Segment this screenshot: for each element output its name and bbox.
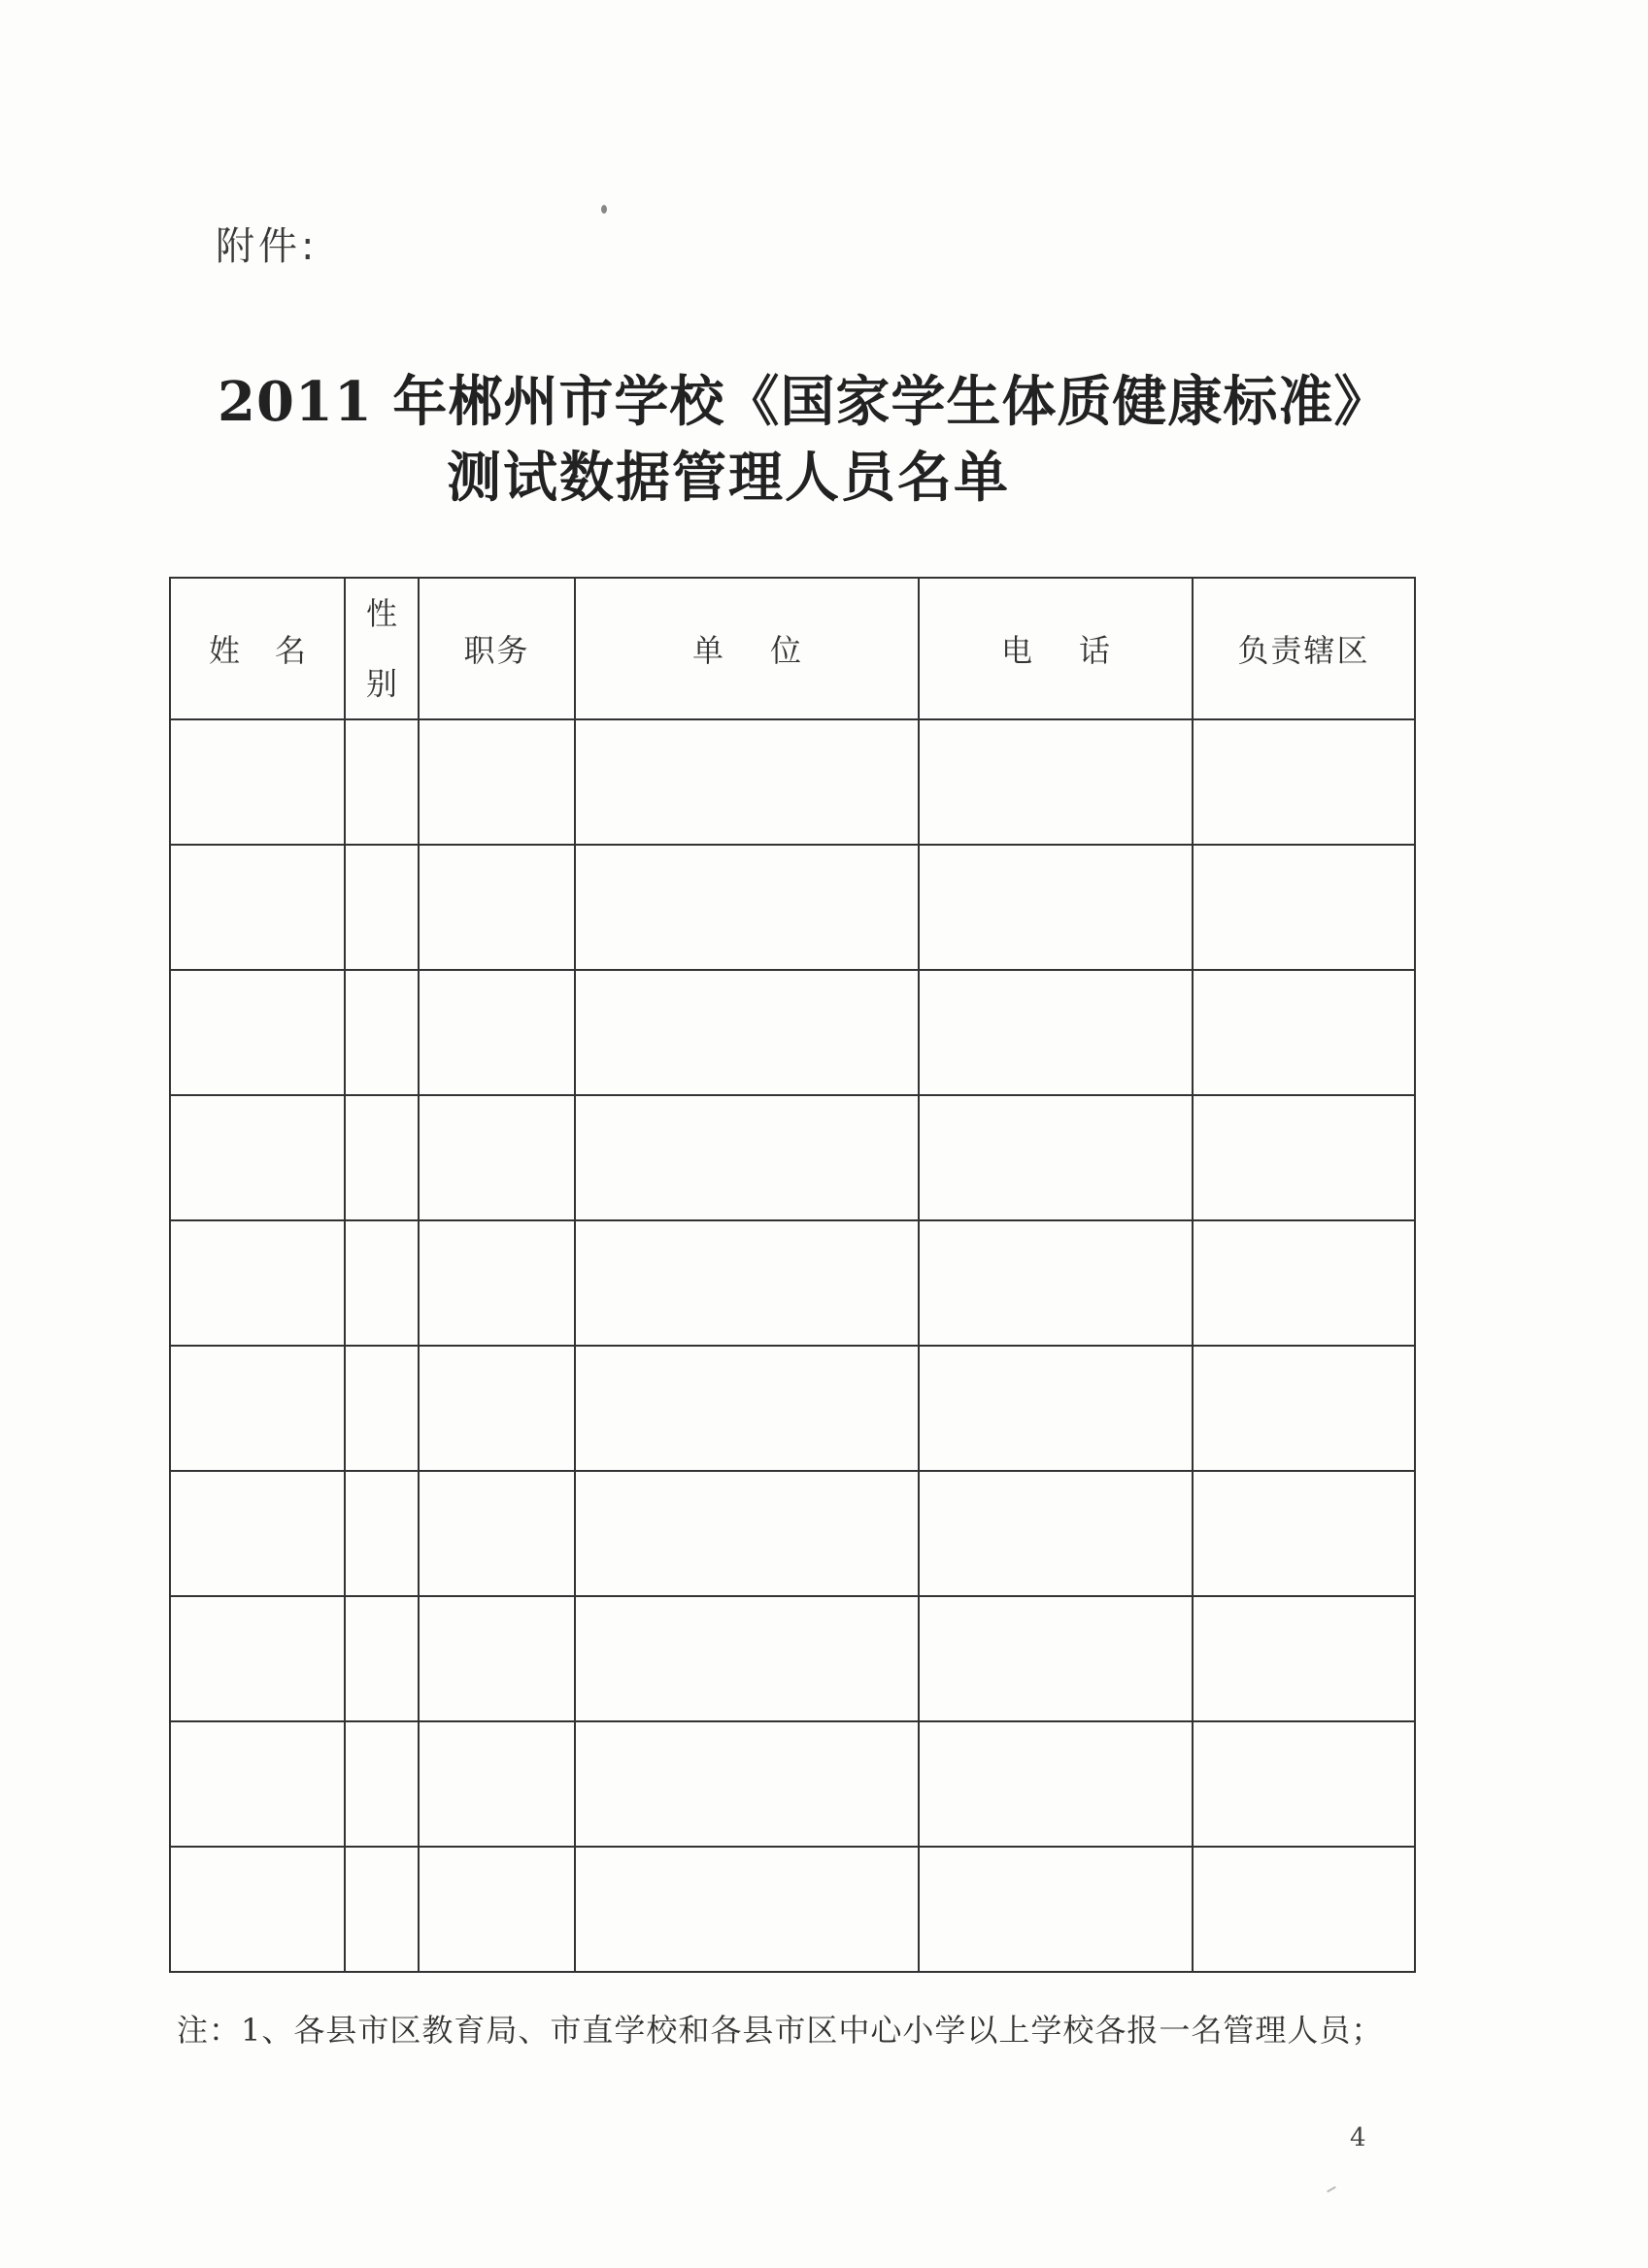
cell-unit — [575, 1095, 919, 1220]
cell-district — [1193, 845, 1415, 970]
cell-district — [1193, 1847, 1415, 1972]
cell-phone — [919, 1095, 1193, 1220]
cell-district — [1193, 970, 1415, 1095]
cell-gender — [345, 970, 419, 1095]
cell-name — [170, 1220, 345, 1346]
header-position: 职务 — [419, 578, 575, 719]
roster-body — [170, 719, 1415, 1972]
cell-name — [170, 970, 345, 1095]
cell-position — [419, 1721, 575, 1847]
cell-unit — [575, 1721, 919, 1847]
cell-gender — [345, 1721, 419, 1847]
cell-name — [170, 845, 345, 970]
table-row — [170, 1346, 1415, 1471]
attachment-label: 附件: — [216, 224, 319, 269]
cell-gender — [345, 1095, 419, 1220]
cell-unit — [575, 1596, 919, 1721]
cell-position — [419, 1847, 575, 1972]
header-unit: 单位 — [575, 578, 919, 719]
cell-unit — [575, 1346, 919, 1471]
cell-unit — [575, 1471, 919, 1596]
cell-name — [170, 1346, 345, 1471]
header-gender — [345, 578, 419, 719]
table-header-row — [170, 578, 1415, 719]
table-row — [170, 1095, 1415, 1220]
cell-position — [419, 1596, 575, 1721]
scan-mark — [1327, 2186, 1336, 2193]
header-phone: 电话 — [919, 578, 1193, 719]
cell-gender — [345, 1847, 419, 1972]
footnote: 注：1、各县市区教育局、市直学校和各县市区中心小学以上学校各报一名管理人员； — [177, 2012, 1384, 2049]
cell-phone — [919, 1220, 1193, 1346]
document-title-line-1: 2011 年郴州市学校《国家学生体质健康标准》 — [218, 370, 1390, 434]
cell-district — [1193, 1596, 1415, 1721]
cell-phone — [919, 1721, 1193, 1847]
cell-phone — [919, 1847, 1193, 1972]
document-title-line-2: 测试数据管理人员名单 — [447, 446, 1010, 510]
table-row — [170, 719, 1415, 845]
cell-district — [1193, 1220, 1415, 1346]
cell-name — [170, 719, 345, 845]
cell-district — [1193, 1095, 1415, 1220]
cell-phone — [919, 845, 1193, 970]
cell-position — [419, 719, 575, 845]
cell-position — [419, 1095, 575, 1220]
cell-name — [170, 1721, 345, 1847]
cell-position — [419, 1471, 575, 1596]
table-row — [170, 1471, 1415, 1596]
header-district: 负责辖区 — [1193, 578, 1415, 719]
cell-unit — [575, 719, 919, 845]
cell-gender — [345, 719, 419, 845]
cell-district — [1193, 1346, 1415, 1471]
cell-phone — [919, 719, 1193, 845]
cell-position — [419, 1346, 575, 1471]
table-row — [170, 1220, 1415, 1346]
cell-gender — [345, 1346, 419, 1471]
table-row — [170, 1721, 1415, 1847]
cell-phone — [919, 1346, 1193, 1471]
cell-name — [170, 1471, 345, 1596]
page-number: 4 — [1350, 2123, 1366, 2152]
cell-name — [170, 1596, 345, 1721]
table-row — [170, 1596, 1415, 1721]
cell-phone — [919, 1471, 1193, 1596]
cell-position — [419, 845, 575, 970]
cell-gender — [345, 845, 419, 970]
cell-position — [419, 1220, 575, 1346]
cell-gender — [345, 1220, 419, 1346]
header-name: 姓名 — [170, 578, 345, 719]
cell-name — [170, 1095, 345, 1220]
cell-name — [170, 1847, 345, 1972]
cell-phone — [919, 1596, 1193, 1721]
cell-district — [1193, 1471, 1415, 1596]
cell-unit — [575, 845, 919, 970]
cell-phone — [919, 970, 1193, 1095]
header-gender-top: 性 — [365, 595, 397, 632]
table-row — [170, 970, 1415, 1095]
cell-unit — [575, 970, 919, 1095]
table-row — [170, 845, 1415, 970]
cell-unit — [575, 1220, 919, 1346]
roster-table — [169, 577, 1416, 1973]
cell-district — [1193, 719, 1415, 845]
cell-unit — [575, 1847, 919, 1972]
cell-district — [1193, 1721, 1415, 1847]
header-gender-bottom: 别 — [365, 665, 397, 702]
scan-speck — [601, 205, 607, 214]
cell-position — [419, 970, 575, 1095]
table-row — [170, 1847, 1415, 1972]
cell-gender — [345, 1596, 419, 1721]
cell-gender — [345, 1471, 419, 1596]
